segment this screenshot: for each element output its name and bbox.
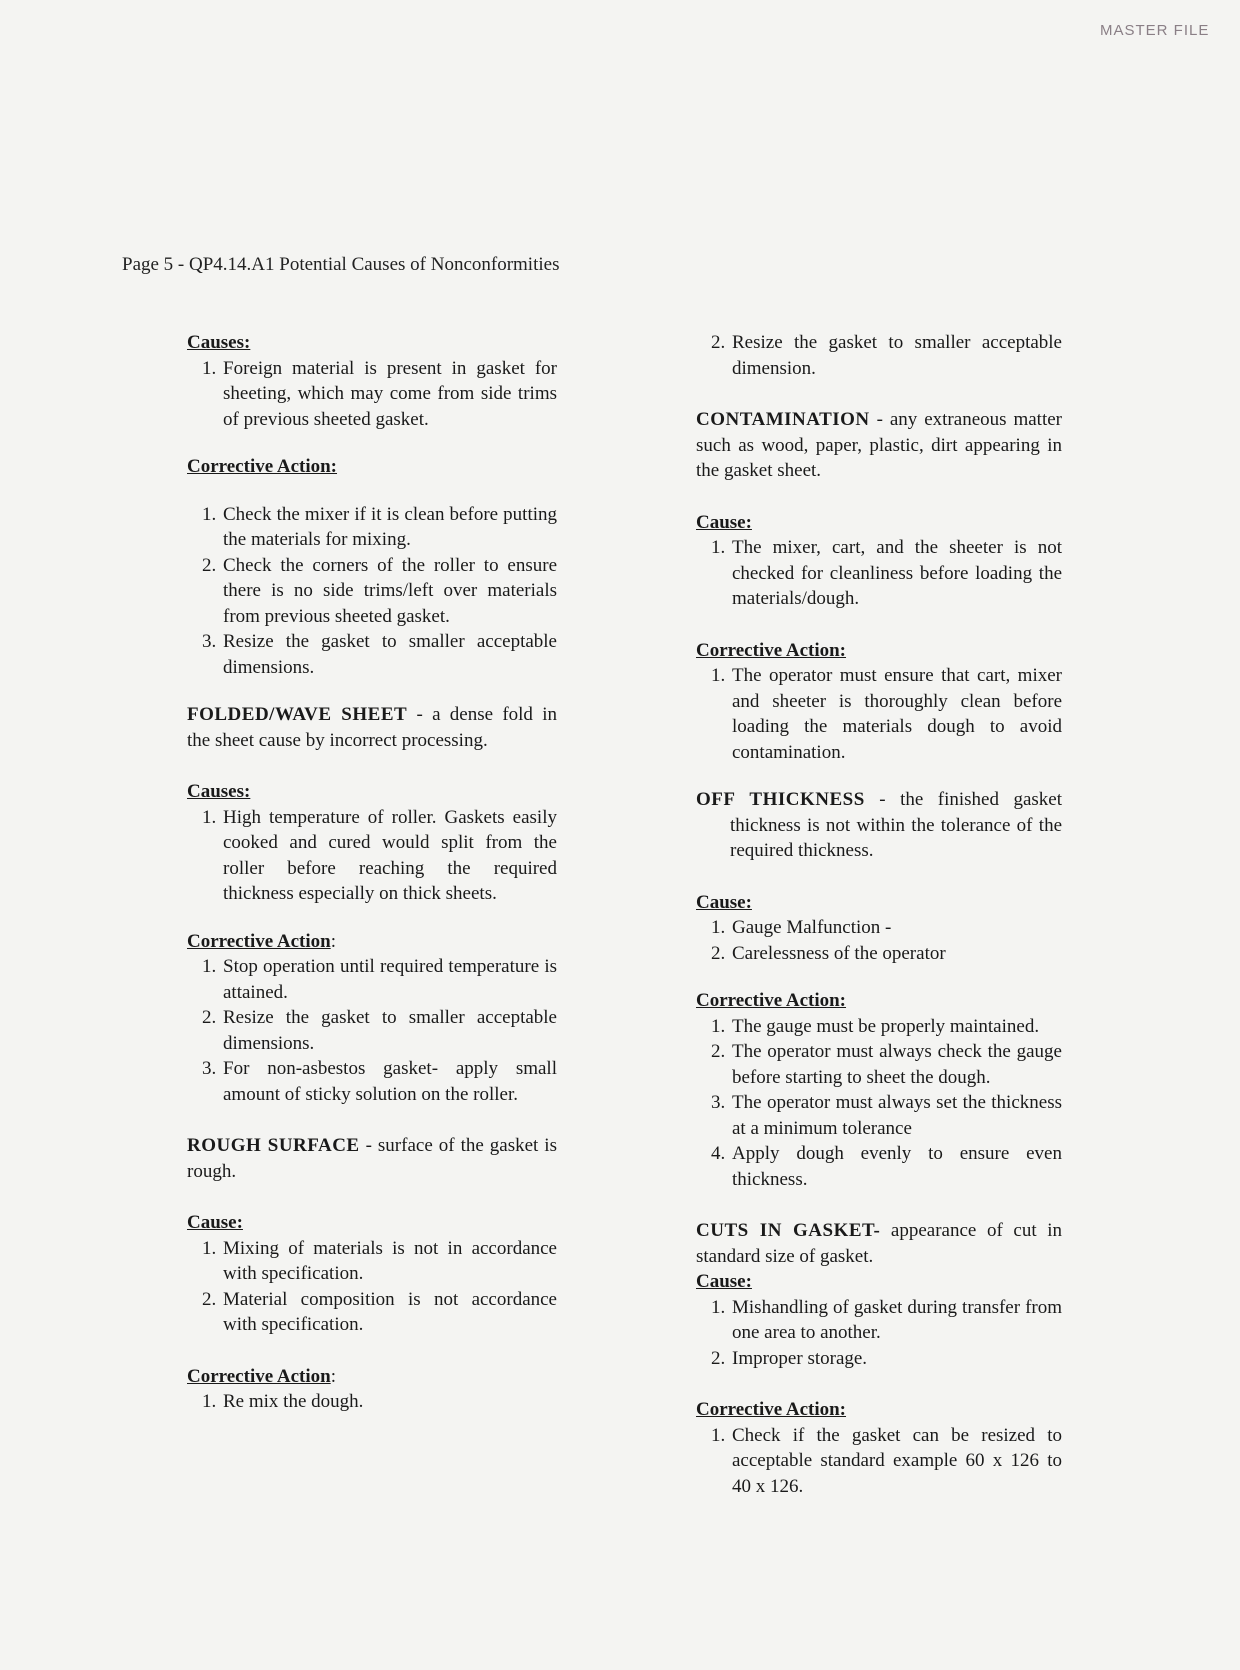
cause-heading: Cause:: [696, 1271, 752, 1292]
corrective-action-heading: Corrective Action:: [696, 639, 847, 661]
rough-surface-definition: [187, 1133, 557, 1184]
corrective-action-heading: Corrective Action:: [696, 1399, 847, 1420]
defect-term: CONTAMINATION: [696, 409, 870, 430]
causes-list: [187, 356, 557, 433]
corrective-action-heading: Corrective Action:: [696, 990, 847, 1011]
list-item: 2. Resize the gasket to smaller acceptable dimensions.: [221, 1005, 557, 1056]
defect-description: appearance of cut in standard size of gasket.: [696, 1220, 1062, 1267]
list-item: 4. Apply dough evenly to ensure even thickness.: [730, 1141, 1062, 1192]
corrective-action-list: [187, 1389, 557, 1415]
defect-description: - surface of the gasket is rough.: [187, 1135, 557, 1182]
defect-description: - any extraneous matter such as wood, paper, plastic, dirt appearing in the gasket sheet.: [696, 409, 1062, 481]
continued-list: [696, 330, 1062, 381]
cause-heading: Cause:: [696, 891, 752, 913]
corrective-action-list: [187, 954, 557, 1107]
list-item: 1. Mixing of materials is not in accordance with specification.: [221, 1236, 557, 1287]
causes-list: [696, 1295, 1062, 1372]
corrective-action-list: [696, 1423, 1062, 1500]
right-column: [696, 330, 1062, 1499]
corrective-action-list: [187, 502, 557, 681]
list-item: 3. Resize the gasket to smaller acceptable dimensions.: [221, 629, 557, 680]
list-item: 1. Check if the gasket can be resized to acceptable standard example 60 x 126 to 40 x 126.: [730, 1423, 1062, 1500]
cause-heading: Cause:: [187, 1212, 243, 1233]
left-column: Causes: 1. Foreign material is present in gasket for sheeting, which may come from side trims of previous sheeted gasket. Corrective Action: 1. Check the mixer if it is clean before putting the materials for mixing. 2. Check the corners of the roller to ensure there is no side trims/left over materials from previous sheeted gasket. 3. Resize the gasket to smaller acceptable dimensions. FOLDED/WAVE SHEET - a dense fold in the sheet cause by incorrect processing. Causes: 1. High temperature of roller. Gaskets easily cooked and cured would split from the roller before reaching the required thickness especially on thick sheets. Corrective Action: 1. Stop operation until required temperature is attained. 2. Resize the gasket to smaller acceptable dimensions. 3. For non-asbestos gasket- apply small amount of sticky solution on the roller. ROUGH SURFACE - surface of the gasket is rough. Cause: 1. Mixing of materials is not in accordance with specification. 2. Material composition is not accordance with specification. Corrective Action: 1. Re mix the dough.: [187, 330, 557, 1415]
causes-heading: Causes:: [187, 781, 251, 802]
causes-heading: Causes:: [187, 332, 251, 353]
cuts-in-gasket-definition: [696, 1218, 1062, 1269]
causes-list: [696, 535, 1062, 612]
list-item: 1. The gauge must be properly maintained.: [730, 1014, 1062, 1040]
defect-term: FOLDED/WAVE SHEET: [187, 704, 408, 725]
list-item: 2. The operator must always check the gauge before starting to sheet the dough.: [730, 1039, 1062, 1090]
causes-list: [187, 1236, 557, 1338]
corrective-action-heading: Corrective Action: [187, 930, 331, 952]
list-item: 1. Check the mixer if it is clean before putting the materials for mixing.: [221, 502, 557, 553]
master-file-stamp: MASTER FILE: [1100, 22, 1210, 39]
list-item: 1. Mishandling of gasket during transfer from one area to another.: [730, 1295, 1062, 1346]
contamination-definition: [696, 407, 1062, 484]
list-item: 1. The operator must ensure that cart, mixer and sheeter is thoroughly clean before loading the materials dough to avoid contamination.: [730, 663, 1062, 765]
causes-list: [187, 805, 557, 907]
causes-list: [696, 915, 1062, 966]
list-item: 3. For non-asbestos gasket- apply small amount of sticky solution on the roller.: [221, 1056, 557, 1107]
defect-term: ROUGH SURFACE: [187, 1135, 360, 1156]
list-item: 2. Material composition is not accordance with specification.: [221, 1287, 557, 1338]
list-item: 1. Foreign material is present in gasket for sheeting, which may come from side trims of previous sheeted gasket.: [221, 356, 557, 433]
defect-term: OFF THICKNESS: [696, 789, 865, 810]
corrective-action-list: [696, 1014, 1062, 1193]
cause-heading: Cause:: [696, 511, 752, 533]
corrective-action-list: [696, 663, 1062, 765]
list-item: 3. The operator must always set the thickness at a minimum tolerance: [730, 1090, 1062, 1141]
list-item: 1. Re mix the dough.: [221, 1389, 557, 1415]
list-item: 2. Carelessness of the operator: [730, 941, 1062, 967]
list-item: 2. Resize the gasket to smaller acceptable dimension.: [730, 330, 1062, 381]
list-item: 1. Gauge Malfunction -: [730, 915, 1062, 941]
list-item: 2. Improper storage.: [730, 1346, 1062, 1372]
defect-description: - a dense fold in the sheet cause by incorrect processing.: [187, 704, 557, 751]
corrective-action-heading: Corrective Action: [187, 1365, 331, 1387]
list-item: 1. The mixer, cart, and the sheeter is not checked for cleanliness before loading the materials/dough.: [730, 535, 1062, 612]
corrective-action-heading: Corrective Action:: [187, 456, 338, 477]
list-item: 1. High temperature of roller. Gaskets easily cooked and cured would split from the roller before reaching the required thickness especially on thick sheets.: [221, 805, 557, 907]
list-item: 1. Stop operation until required temperature is attained.: [221, 954, 557, 1005]
page-header: Page 5 - QP4.14.A1 Potential Causes of Nonconformities: [122, 254, 560, 275]
off-thickness-definition: [696, 787, 1062, 864]
defect-description: - the finished gasket thickness is not within the tolerance of the required thickness.: [730, 789, 1062, 861]
folded-wave-sheet-definition: [187, 702, 557, 753]
list-item: 2. Check the corners of the roller to ensure there is no side trims/left over materials from previous sheeted gasket.: [221, 553, 557, 630]
defect-term: CUTS IN GASKET-: [696, 1220, 881, 1241]
